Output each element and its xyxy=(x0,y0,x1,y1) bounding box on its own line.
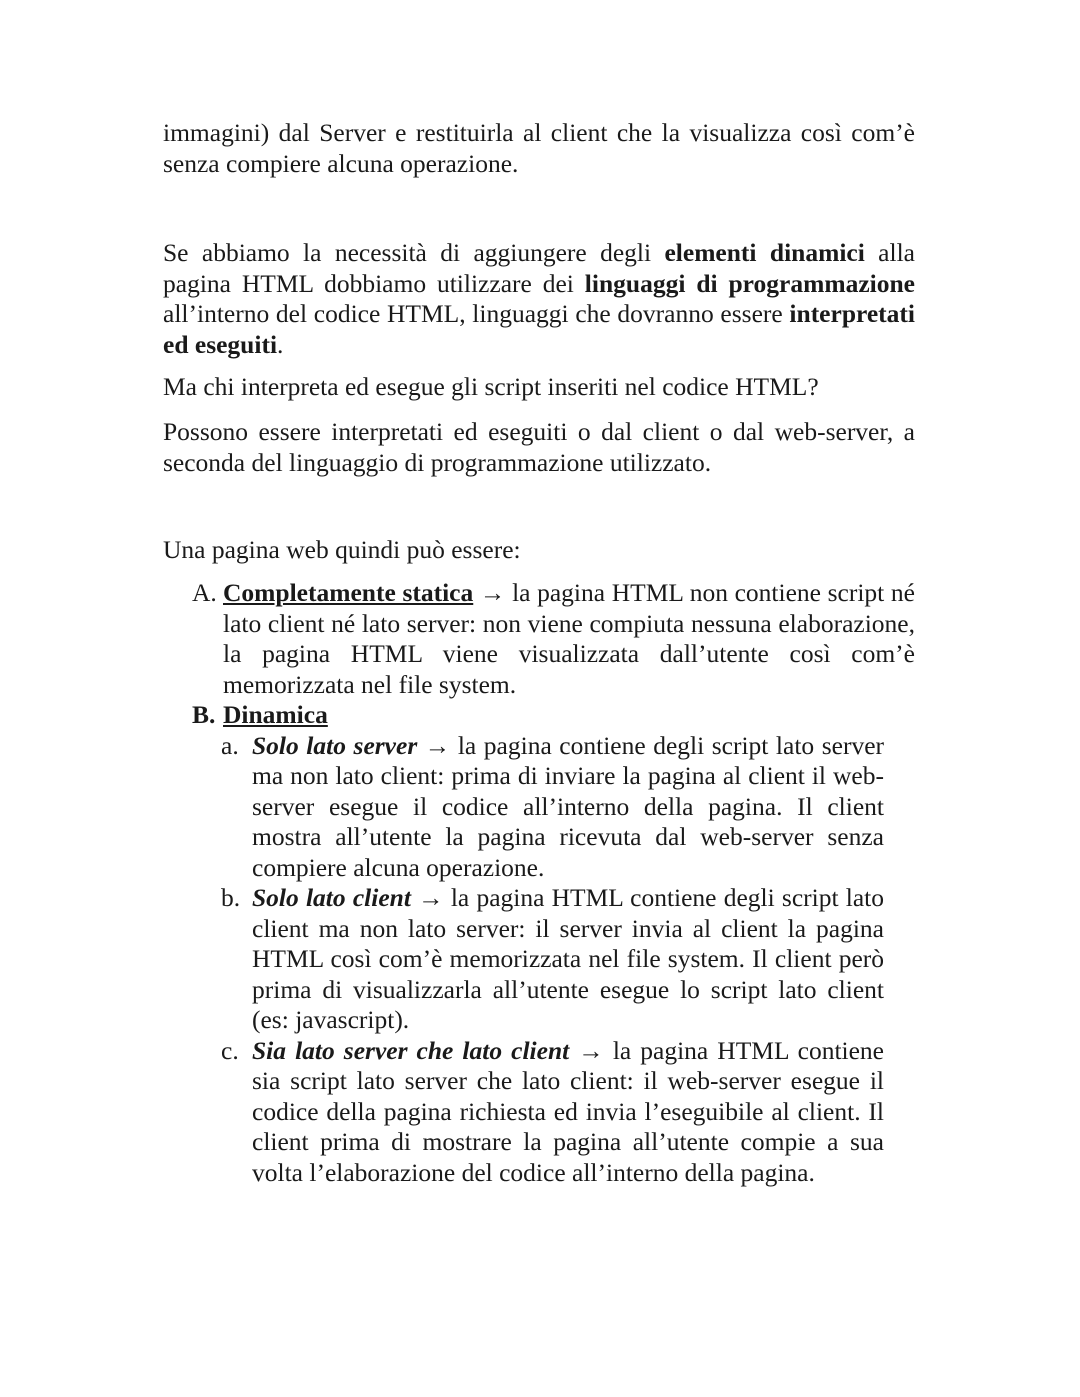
list-marker: A. xyxy=(192,578,217,607)
text-run: . xyxy=(277,329,284,359)
sub-item-title: Solo lato server xyxy=(252,730,418,760)
sub-list-marker: c. xyxy=(221,1035,239,1065)
bold-term-dynamic-elements: elementi dinamici xyxy=(664,238,865,267)
arrow-icon: → xyxy=(410,883,451,912)
sub-list-marker: a. xyxy=(221,730,239,760)
paragraph-intro-continuation: immagini) dal Server e restituirla al client che la visualizza così com’è senza compiere alcuna operazione. xyxy=(163,118,915,178)
text-run: alla pagina HTML dobbiamo utilizzare dei xyxy=(163,238,915,298)
sub-item-text: la pagina contiene degli script lato server ma non lato client: prima di inviare la pagina al client il web-server esegue il codice all’interno della pagina. Il client mostra all’utente la pagina ricevuta dal web-server senza compiere alcuna operazione. xyxy=(252,730,885,882)
text-run: all’interno del codice HTML, linguaggi che dovranno essere xyxy=(163,299,790,328)
sub-item-text: la pagina HTML contiene sia script lato server che lato client: il web-server esegue il codice della pagina richiesta ed invia l’eseguibile al client. Il client prima di mostrare la pagina all’utente compie a sua volta l’elaborazione del codice all’interno della pagina. xyxy=(252,1035,884,1187)
paragraph-list-intro: Una pagina web quindi può essere: xyxy=(163,535,521,564)
sub-item-title: Sia lato server che lato client xyxy=(252,1035,570,1065)
paragraph-dynamic-elements xyxy=(163,238,915,360)
list-marker: B. xyxy=(192,700,216,729)
sub-item-server-only xyxy=(221,731,884,884)
dynamic-subtype-list xyxy=(221,731,884,1189)
arrow-icon: → xyxy=(473,578,513,607)
list-item-static xyxy=(192,578,915,700)
item-title-static: Completamente statica xyxy=(223,578,474,607)
bold-term-programming-languages: linguaggi di programmazione xyxy=(584,268,915,298)
arrow-icon: → xyxy=(417,730,458,760)
item-title-dynamic: Dinamica xyxy=(223,700,328,729)
arrow-icon: → xyxy=(569,1035,613,1065)
paragraph-answer: Possono essere interpretati ed eseguiti o dal client o dal web-server, a seconda del linguaggio di programmazione utilizzato. xyxy=(163,417,915,477)
item-text: la pagina HTML non contiene script né lato client né lato server: non viene compiuta nessuna elaborazione, la pagina HTML viene visualizzata dall’utente così com’è memorizzata nel file system. xyxy=(223,578,915,699)
sub-list-marker: b. xyxy=(221,883,241,912)
list-item-dynamic xyxy=(192,700,915,731)
sub-item-server-and-client xyxy=(221,1036,884,1189)
sub-item-title: Solo lato client xyxy=(252,883,411,912)
sub-item-text: la pagina HTML contiene degli script lato client ma non lato server: il server invia al client la pagina HTML così com’è memorizzata nel file system. Il client però prima di visualizzarla all’utente esegue lo script lato client (es: javascript). xyxy=(252,883,885,1034)
bold-term-interpreted-executed: interpretati ed eseguiti xyxy=(163,299,915,359)
page-type-list xyxy=(192,578,915,1188)
paragraph-question: Ma chi interpreta ed esegue gli script inseriti nel codice HTML? xyxy=(163,372,819,401)
text-run: Se abbiamo la necessità di aggiungere degli xyxy=(163,238,665,267)
sub-item-client-only xyxy=(221,883,884,1036)
